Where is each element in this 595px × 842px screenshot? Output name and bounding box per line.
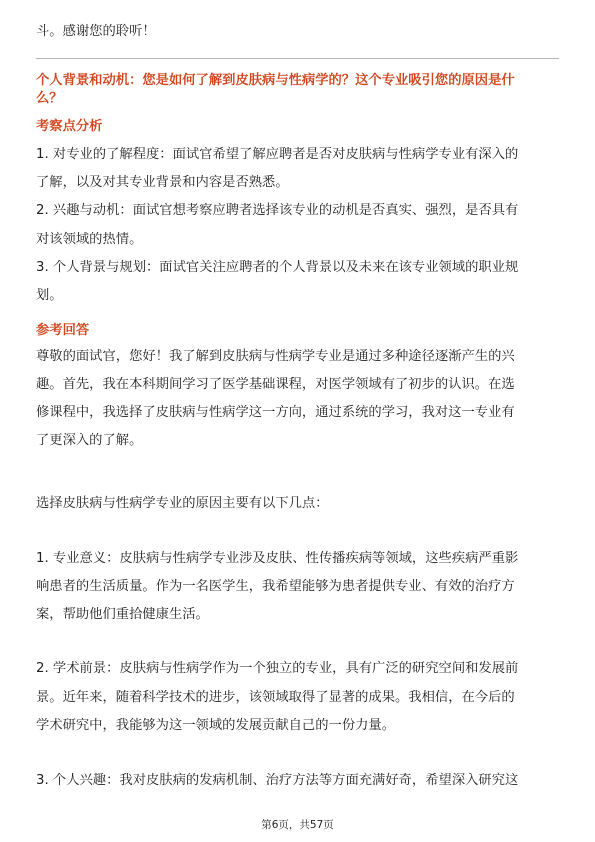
answer-heading: 参考回答: [36, 323, 90, 338]
answer-para-1-line-3: 修课程中，我选择了皮肤病与性病学这一方向，通过系统的学习，我对这一专业有: [36, 405, 515, 420]
analysis-point-2-line-1: 2. 兴趣与动机：面试官想考察应聘者选择该专业的动机是否真实、强烈，是否具有: [36, 203, 519, 218]
answer-para-1-line-1: 尊敬的面试官，您好！我了解到皮肤病与性病学专业是通过多种途径逐渐产生的兴: [36, 349, 515, 364]
analysis-point-1-line-2: 了解，以及对其专业背景和内容是否熟悉。: [36, 175, 289, 190]
question-line-1: 个人背景和动机：您是如何了解到皮肤病与性病学的？这个专业吸引您的原因是什: [36, 73, 515, 88]
answer-para-2-line-1: 选择皮肤病与性病学专业的原因主要有以下几点：: [36, 496, 329, 511]
intro-tail-text: 斗。感谢您的聆听！: [36, 24, 156, 39]
answer-para-1-line-4: 了更深入的了解。: [36, 433, 143, 448]
page-number-footer: 第6页，共57页: [261, 819, 334, 831]
answer-point-2-line-2: 景。近年来，随着科学技术的进步，该领域取得了显著的成果。我相信，在今后的: [36, 690, 515, 705]
answer-point-1-line-3: 案，帮助他们重拾健康生活。: [36, 607, 209, 622]
answer-point-1-line-2: 响患者的生活质量。作为一名医学生，我希望能够为患者提供专业、有效的治疗方: [36, 579, 515, 594]
analysis-point-3-line-1: 3. 个人背景与规划：面试官关注应聘者的个人背景以及未来在该专业领域的职业规: [36, 260, 519, 275]
analysis-point-2-line-2: 对该领域的热情。: [36, 232, 143, 247]
question-line-2: 么？: [36, 91, 63, 106]
answer-point-3-line-1: 3. 个人兴趣：我对皮肤病的发病机制、治疗方法等方面充满好奇，希望深入研究这: [36, 773, 519, 788]
analysis-point-3-line-2: 划。: [36, 288, 63, 303]
answer-point-1-line-1: 1. 专业意义：皮肤病与性病学专业涉及皮肤、性传播疾病等领域，这些疾病严重影: [36, 551, 519, 566]
answer-point-2-line-3: 学术研究中，我能够为这一领域的发展贡献自己的一份力量。: [36, 718, 396, 733]
section-divider: [36, 58, 559, 59]
analysis-heading: 考察点分析: [36, 119, 103, 134]
analysis-point-1-line-1: 1. 对专业的了解程度：面试官希望了解应聘者是否对皮肤病与性病学专业有深入的: [36, 147, 519, 162]
answer-point-2-line-1: 2. 学术前景：皮肤病与性病学作为一个独立的专业，具有广泛的研究空间和发展前: [36, 661, 519, 676]
answer-para-1-line-2: 趣。首先，我在本科期间学习了医学基础课程，对医学领域有了初步的认识。在选: [36, 377, 515, 392]
